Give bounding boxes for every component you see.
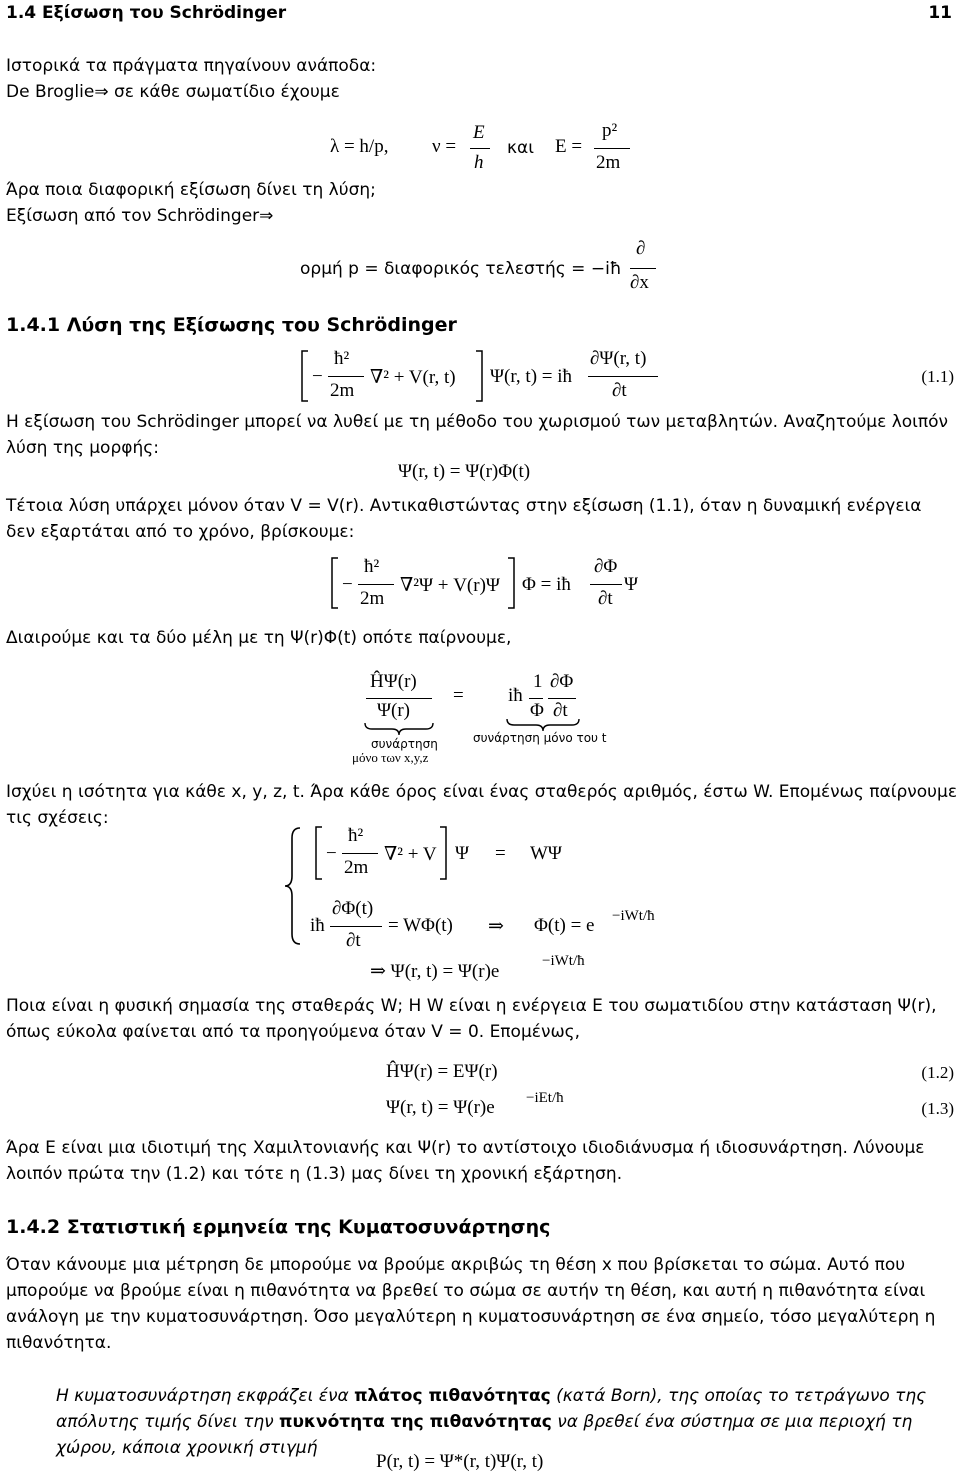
born-term-amplitude: πλάτος πιθανότητας [354, 1386, 551, 1406]
eq-div-left-label-1: συνάρτηση [371, 737, 438, 751]
system-row1-fraction-bar [342, 853, 378, 854]
eq-div-fraction-bar-1 [366, 698, 432, 699]
eq-1-1-right-bracket [474, 350, 484, 402]
eq-1-1-fraction-bar-1 [328, 376, 364, 377]
eq-1-1-2m: 2m [330, 380, 355, 401]
eq-sub-denominator: ∂t [598, 588, 613, 609]
eq-div-right-label: συνάρτηση μόνο του t [473, 731, 607, 745]
eq-energy-fraction-bar [594, 148, 630, 149]
born-text-d: απόλυτης τιμής δίνει την [56, 1412, 274, 1432]
constant-line-1: Ισχύει η ισότητα για κάθε x, y, z, t. Άρα κάθε όρος είναι ένας σταθερός αριθμός, έστω W. Επομένως παίρνουμε [6, 782, 958, 802]
intro-line-2: De Broglie⇒ σε κάθε σωματίδιο έχουμε [6, 82, 340, 102]
eq-div-ih: iħ [508, 685, 523, 706]
eq-sub-psi: Ψ [624, 574, 639, 595]
eq-1-1-hamiltonian: ∇² + V(r, t) [370, 367, 456, 388]
eq-1-1-numerator: ∂Ψ(r, t) [590, 348, 647, 369]
eq-div-equals: = [453, 685, 464, 706]
eq-1-1-psi: Ψ(r, t) = iħ [490, 366, 573, 387]
born-text-c: (κατά Born), της οποίας το τετράγωνο της [556, 1386, 927, 1406]
eq-momentum-fraction-bar [630, 268, 656, 269]
system-row1-left-bracket [314, 826, 324, 880]
question-line-1: Άρα ποια διαφορική εξίσωση δίνει τη λύση; [6, 180, 376, 200]
system-row1-hbar2: ħ² [348, 825, 364, 846]
eq-1-3-label: (1.3) [921, 1099, 954, 1118]
eq-div-left-underbrace [364, 722, 434, 736]
eq-div-left-label-2: μόνο των x,y,z [352, 750, 429, 765]
system-row2-numerator: ∂Φ(t) [332, 898, 374, 919]
system-row2-exponent: −iWt/ħ [612, 908, 655, 924]
eq-div-denominator: Ψ(r) [377, 700, 410, 721]
eq-div-fraction-bar-3 [548, 698, 576, 699]
eq-div-right-underbrace [506, 718, 580, 732]
eq-momentum-numerator: ∂ [636, 238, 646, 259]
intro-line-1: Ιστορικά τα πράγματα πηγαίνουν ανάποδα: [6, 56, 377, 76]
eq-div-fraction-bar-2 [529, 698, 543, 699]
system-row2-rest: = WΦ(t) [388, 915, 453, 936]
eq-nu-fraction-bar [470, 148, 490, 149]
eq-sub-minus: − [342, 574, 353, 595]
born-text-a: Η κυματοσυνάρτηση εκφράζει ένα [56, 1386, 349, 1406]
eq-nu: ν = [432, 136, 457, 157]
born-text-f: να βρεθεί ένα σύστημα σε μια περιοχή τη [557, 1412, 913, 1432]
eq-div-dPhi: ∂Φ [550, 671, 574, 692]
eq-div-numerator: ĤΨ(r) [370, 671, 417, 692]
system-left-brace [284, 826, 302, 946]
system-row1-operator: ∇² + V [384, 844, 437, 865]
eq-energy-denominator: 2m [596, 152, 621, 173]
eq-sub-2m: 2m [360, 588, 385, 609]
eq-nu-denominator: h [474, 152, 484, 173]
born-line-3: χώρου, κάποια χρονική στιγμή [56, 1438, 318, 1458]
eq-sub-fraction-bar-1 [358, 584, 394, 585]
eq-sub-left-bracket [330, 557, 340, 609]
system-row1-2m: 2m [344, 857, 369, 878]
eq-1-3: Ψ(r, t) = Ψ(r)e [386, 1097, 495, 1118]
section-1-4-2-heading: 1.4.2 Στατιστική ερμηνεία της Κυματοσυνάρτησης [6, 1216, 551, 1238]
system-row1-minus: − [326, 843, 337, 864]
eq-1-2-label: (1.2) [921, 1063, 954, 1082]
eq-probability: P(r, t) = Ψ*(r, t)Ψ(r, t) [376, 1451, 544, 1472]
eq-1-1-fraction-bar-2 [588, 376, 658, 377]
eq-lambda: λ = h/p, [330, 136, 389, 157]
eigen-line-1: Άρα E είναι μια ιδιοτιμή της Χαμιλτονιανής και Ψ(r) το αντίστοιχο ιδιοδιάνυσμα ή ιδιοσυνάρτηση. Λύνουμε [6, 1138, 925, 1158]
eigen-line-2: λοιπόν πρώτα την (1.2) και τότε η (1.3) μας δίνει τη χρονική εξάρτηση. [6, 1164, 623, 1184]
system-row3-exponent: −iWt/ħ [542, 953, 585, 969]
question-line-2: Εξίσωση από τον Schrödinger⇒ [6, 206, 274, 226]
system-row2-result: Φ(t) = e [534, 915, 595, 936]
eq-momentum-denominator: ∂x [630, 272, 649, 293]
eq-1-2: ĤΨ(r) = EΨ(r) [386, 1061, 498, 1082]
constant-line-2: τις σχέσεις: [6, 808, 109, 828]
eq-nu-numerator: E [473, 122, 485, 143]
eq-sub-fraction-bar-2 [590, 584, 622, 585]
running-header: 1.4 Εξίσωση του Schrödinger [6, 3, 287, 23]
system-row2-fraction-bar [330, 926, 382, 927]
eq-div-dt: ∂t [553, 700, 568, 721]
system-row1-psi: Ψ [455, 843, 470, 864]
born-line-1 [56, 1386, 926, 1406]
born-line-2 [56, 1412, 912, 1432]
system-row1-rhs: WΨ [530, 843, 562, 864]
measure-line-4: πιθανότητα. [6, 1333, 112, 1353]
section-1-4-1-heading: 1.4.1 Λύση της Εξίσωσης του Schrödinger [6, 314, 457, 336]
eq-and: και [507, 138, 534, 158]
divide-line: Διαιρούμε και τα δύο μέλη με τη Ψ(r)Φ(t) οπότε παίρνουμε, [6, 628, 512, 648]
system-row1-right-bracket [438, 826, 448, 880]
condition-line-1: Τέτοια λύση υπάρχει μόνον όταν V = V(r). Αντικαθιστώντας στην εξίσωση (1.1), όταν η δυναμική ενέργεια [6, 496, 922, 516]
eq-1-1-hbar2: ħ² [334, 348, 350, 369]
system-row2-ih: iħ [310, 915, 325, 936]
system-row3: ⇒ Ψ(r, t) = Ψ(r)e [370, 961, 500, 982]
page-number: 11 [928, 3, 952, 23]
eq-1-1-denominator: ∂t [612, 380, 627, 401]
eq-energy-numerator: p² [602, 120, 618, 141]
eq-div-Phi: Φ [530, 700, 544, 721]
measure-line-2: μπορούμε να βρούμε είναι η πιθανότητα να βρεθεί το σώμα σε αυτήν τη θέση, και αυτή η πιθανότητα είναι [6, 1281, 926, 1301]
eq-1-3-exponent: −iEt/ħ [526, 1090, 564, 1106]
eq-sub-phi: Φ = iħ [522, 574, 571, 595]
separation-line-2: λύση της μορφής: [6, 438, 159, 458]
eq-div-one: 1 [533, 671, 543, 692]
system-row1-equals: = [495, 843, 506, 864]
eq-1-1-left-bracket [300, 350, 310, 402]
meaning-line-1: Ποια είναι η φυσική σημασία της σταθεράς W; Η W είναι η ενέργεια E του σωματιδίου στην κατάσταση Ψ(r), [6, 996, 937, 1016]
measure-line-3: ανάλογη με την κυματοσυνάρτηση. Όσο μεγαλύτερη η κυματοσυνάρτηση σε ένα σημείο, τόσο μεγαλύτερη η [6, 1307, 936, 1327]
system-row2-denominator: ∂t [346, 930, 361, 951]
meaning-line-2: όπως εύκολα φαίνεται από τα προηγούμενα όταν V = 0. Επομένως, [6, 1022, 581, 1042]
eq-sub-hbar2: ħ² [364, 556, 380, 577]
eq-1-1-minus: − [312, 366, 323, 387]
condition-line-2: δεν εξαρτάται από το χρόνο, βρίσκουμε: [6, 522, 355, 542]
eq-sub-numerator: ∂Φ [594, 556, 618, 577]
eq-1-1-label: (1.1) [921, 367, 954, 386]
eq-sub-right-bracket [506, 557, 516, 609]
system-row2-arrow: ⇒ [488, 916, 504, 937]
eq-sub-operator: ∇²Ψ + V(r)Ψ [400, 575, 500, 596]
separation-line-1: Η εξίσωση του Schrödinger μπορεί να λυθεί με τη μέθοδο του χωρισμού των μεταβλητών. Αναζητούμε λοιπόν [6, 412, 949, 432]
eq-product: Ψ(r, t) = Ψ(r)Φ(t) [398, 461, 531, 482]
measure-line-1: Όταν κάνουμε μια μέτρηση δε μπορούμε να βρούμε ακριβώς τη θέση x που βρίσκεται το σώμα. Αυτό που [6, 1255, 906, 1275]
born-term-density: πυκνότητα της πιθανότητας [279, 1412, 552, 1432]
eq-energy: E = [555, 136, 583, 157]
eq-momentum: ορμή p = διαφορικός τελεστής = −iħ [300, 259, 622, 279]
